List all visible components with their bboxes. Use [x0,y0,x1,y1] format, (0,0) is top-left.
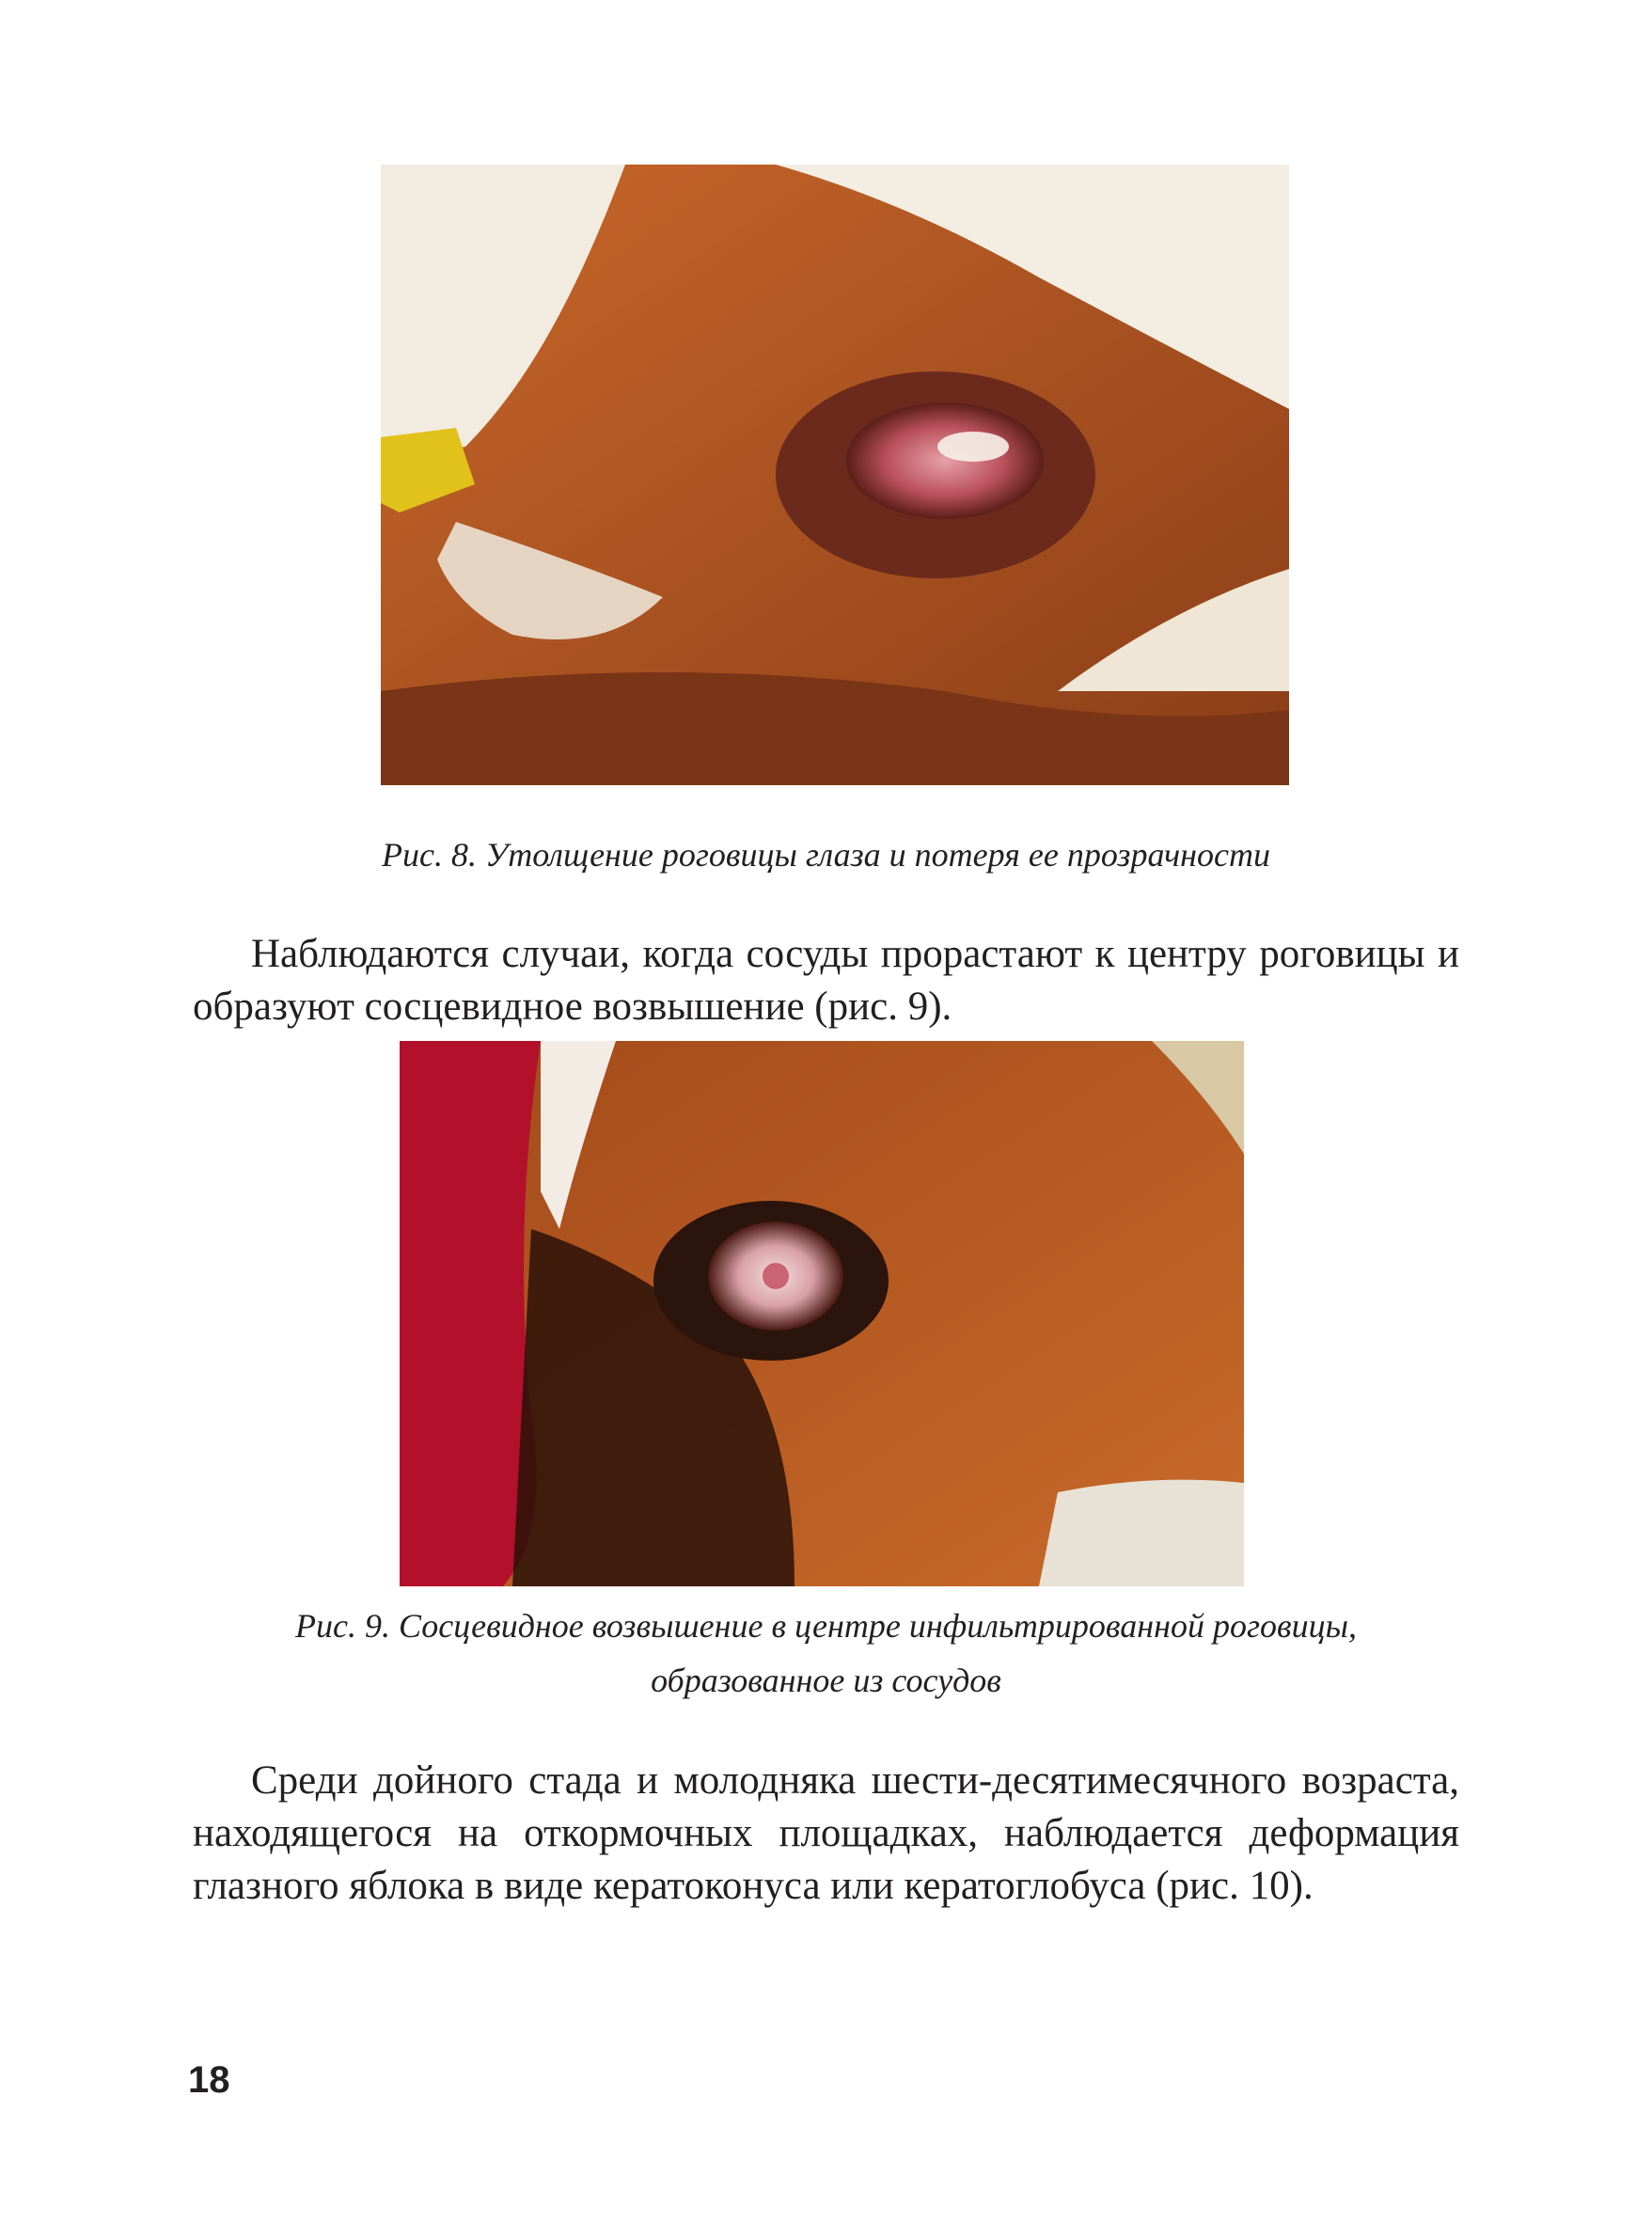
page-number: 18 [188,2059,230,2101]
figure-8-caption: Рис. 8. Утолщение роговицы глаза и потеря ее прозрачности [382,836,1270,874]
figure-9-caption-line-1: Рис. 9. Сосцевидное возвышение в центре инфильтрированной роговицы, [295,1607,1357,1645]
paragraph-1: Наблюдаются случаи, когда сосуды прорастают к центру роговицы и образуют сосцевидное возвышение (рис. 9). [193,932,1459,1029]
figure-9-photo [400,1041,1244,1586]
figure-9-caption [193,1599,1459,1708]
paragraph-2: Среди дойного стада и молодняка шести-десятимесячного возраста, находящегося на откормочных площадках, наблюдается деформация глазного яблока в виде кератоконуса или кератоглобуса (рис. 10). [193,1758,1459,1908]
figure-9-caption-line-2: образованное из сосудов [651,1662,1001,1699]
figure-8-photo [381,165,1289,785]
